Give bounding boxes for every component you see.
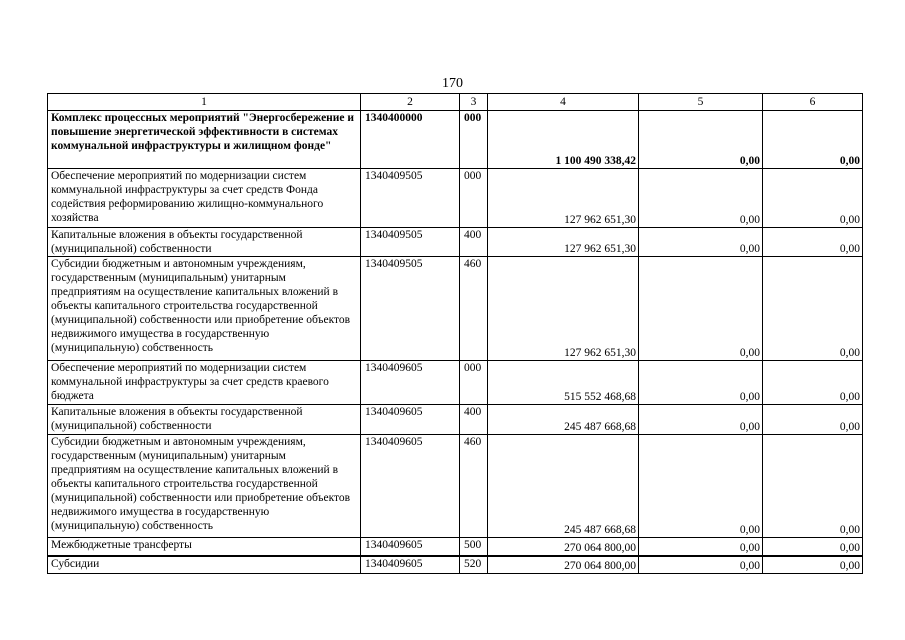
row-sum-1: 127 962 651,30 <box>488 257 639 361</box>
row-code: 1340409505 <box>361 257 460 361</box>
row-code: 1340409605 <box>361 556 460 574</box>
row-name: Субсидии бюджетным и автономным учреждениям, государственным (муниципальным) унитарным предприятиям на осуществление капитальных вложений в объекты капитального строительства государственной (муниципальной) собственности или приобретение объектов недвижимого имущества в государственную (муниципальную) собственность <box>48 435 361 538</box>
row-sum-3: 0,00 <box>763 169 863 228</box>
row-sum-3: 0,00 <box>763 556 863 574</box>
column-number: 1 <box>48 94 361 111</box>
row-expense-type: 500 <box>460 538 488 556</box>
table-row <box>48 405 863 435</box>
row-sum-1: 270 064 800,00 <box>488 538 639 556</box>
row-sum-1: 1 100 490 338,42 <box>488 111 639 169</box>
column-number-row <box>48 94 863 111</box>
table-row <box>48 257 863 361</box>
column-number: 6 <box>763 94 863 111</box>
row-sum-2: 0,00 <box>639 361 763 405</box>
table-row <box>48 228 863 257</box>
row-name: Комплекс процессных мероприятий "Энергосбережение и повышение энергетической эффективности в системах коммунальной инфраструктуры и жилищном фонде" <box>48 111 361 169</box>
table-row <box>48 556 863 574</box>
row-sum-3: 0,00 <box>763 111 863 169</box>
table-row <box>48 435 863 538</box>
row-sum-3: 0,00 <box>763 538 863 556</box>
column-number: 3 <box>460 94 488 111</box>
row-code: 1340409605 <box>361 361 460 405</box>
row-sum-1: 245 487 668,68 <box>488 405 639 435</box>
table-row <box>48 169 863 228</box>
row-code: 1340409605 <box>361 405 460 435</box>
row-expense-type: 460 <box>460 435 488 538</box>
row-name: Субсидии бюджетным и автономным учреждениям, государственным (муниципальным) унитарным предприятиям на осуществление капитальных вложений в объекты капитального строительства государственной (муниципальной) собственности или приобретение объектов недвижимого имущества в государственную (муниципальную) собственность <box>48 257 361 361</box>
row-code: 1340409605 <box>361 538 460 556</box>
table-row <box>48 111 863 169</box>
row-sum-3: 0,00 <box>763 361 863 405</box>
row-expense-type: 000 <box>460 361 488 405</box>
row-sum-1: 270 064 800,00 <box>488 556 639 574</box>
row-expense-type: 400 <box>460 405 488 435</box>
row-code: 1340409505 <box>361 228 460 257</box>
row-sum-1: 245 487 668,68 <box>488 435 639 538</box>
row-sum-2: 0,00 <box>639 435 763 538</box>
row-expense-type: 000 <box>460 111 488 169</box>
row-name: Обеспечение мероприятий по модернизации систем коммунальной инфраструктуры за счет средств краевого бюджета <box>48 361 361 405</box>
row-code: 1340409605 <box>361 435 460 538</box>
row-name: Капитальные вложения в объекты государственной (муниципальной) собственности <box>48 228 361 257</box>
row-sum-3: 0,00 <box>763 228 863 257</box>
row-sum-2: 0,00 <box>639 169 763 228</box>
column-number: 5 <box>639 94 763 111</box>
row-sum-2: 0,00 <box>639 228 763 257</box>
row-sum-1: 515 552 468,68 <box>488 361 639 405</box>
row-sum-2: 0,00 <box>639 538 763 556</box>
row-code: 1340409505 <box>361 169 460 228</box>
row-expense-type: 460 <box>460 257 488 361</box>
row-sum-2: 0,00 <box>639 405 763 435</box>
row-name: Обеспечение мероприятий по модернизации систем коммунальной инфраструктуры за счет средств Фонда содействия реформированию жилищно-коммунального хозяйства <box>48 169 361 228</box>
row-sum-2: 0,00 <box>639 257 763 361</box>
row-sum-3: 0,00 <box>763 405 863 435</box>
row-sum-1: 127 962 651,30 <box>488 228 639 257</box>
budget-table <box>47 93 863 574</box>
column-number: 2 <box>361 94 460 111</box>
row-name: Капитальные вложения в объекты государственной (муниципальной) собственности <box>48 405 361 435</box>
row-expense-type: 520 <box>460 556 488 574</box>
row-sum-3: 0,00 <box>763 257 863 361</box>
row-expense-type: 400 <box>460 228 488 257</box>
row-name: Субсидии <box>48 556 361 574</box>
row-code: 1340400000 <box>361 111 460 169</box>
row-sum-1: 127 962 651,30 <box>488 169 639 228</box>
row-sum-3: 0,00 <box>763 435 863 538</box>
page-number: 170 <box>442 76 463 91</box>
row-sum-2: 0,00 <box>639 556 763 574</box>
row-expense-type: 000 <box>460 169 488 228</box>
table-row <box>48 538 863 556</box>
column-number: 4 <box>488 94 639 111</box>
row-name: Межбюджетные трансферты <box>48 538 361 556</box>
row-sum-2: 0,00 <box>639 111 763 169</box>
table-row <box>48 361 863 405</box>
